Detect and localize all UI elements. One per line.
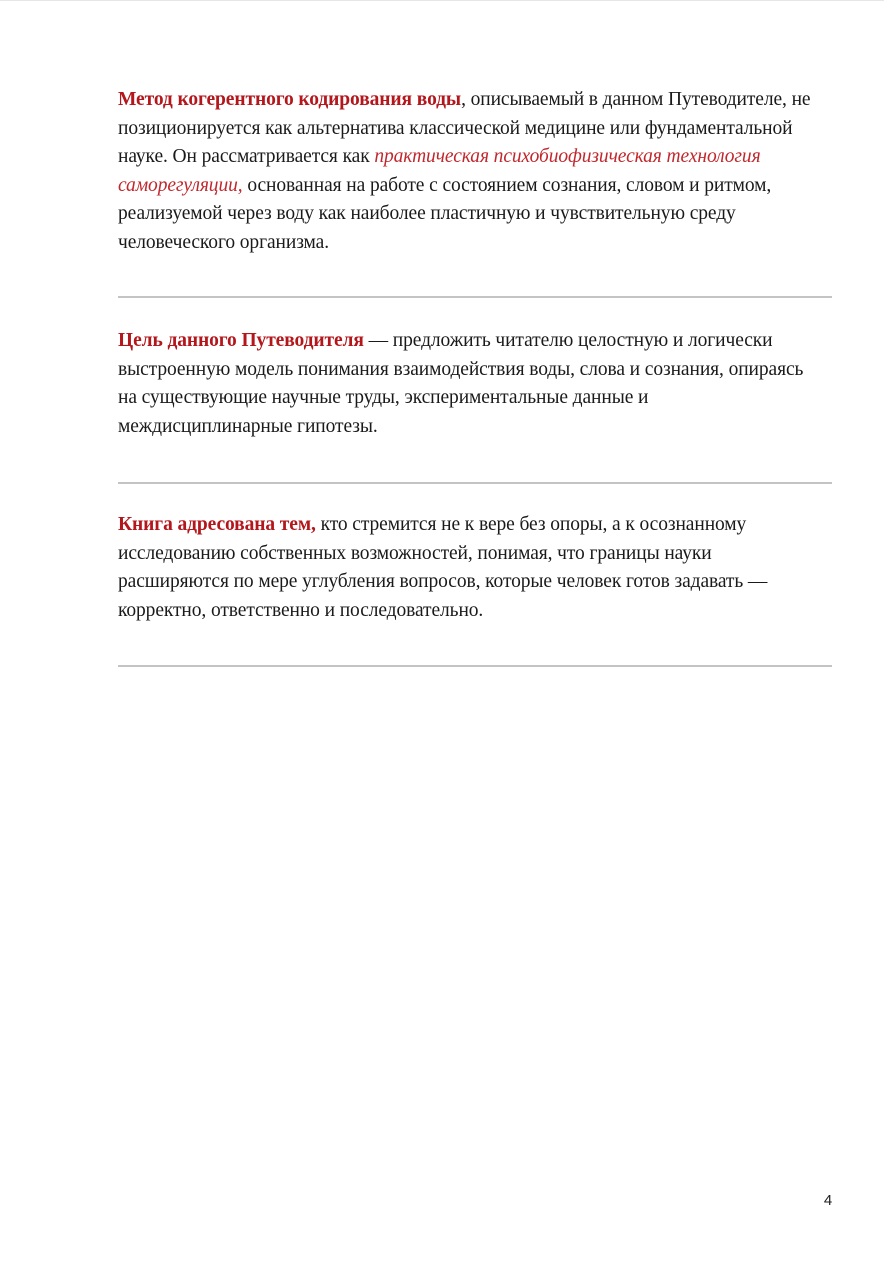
paragraph-audience-lead: Книга адресована тем,: [118, 514, 316, 535]
paragraph-goal-text: — предложить читателю целостную и логически выстроенную модель понимания взаимодействия воды, слова и сознания, опираясь на существующие научные труды, экспериментальные данные и междисциплинарные гипотезы.: [118, 330, 804, 437]
paragraph-method-text-1: , описываемый в данном Путеводителе, не позиционируется как альтернатива классической медицине или фундаментальной науке. Он рассматривается как: [118, 89, 811, 167]
section-divider: [118, 665, 832, 667]
page-top-edge: [0, 0, 884, 1]
section-divider: [118, 296, 832, 298]
paragraph-method: [118, 86, 832, 257]
paragraph-method-lead: Метод когерентного кодирования воды: [118, 89, 462, 110]
paragraph-goal: [118, 327, 808, 441]
section-divider: [118, 482, 832, 484]
page-number: 4: [823, 1192, 833, 1209]
paragraph-audience-text: кто стремится не к вере без опоры, а к осознанному исследованию собственных возможностей, понимая, что границы науки расширяются по мере углубления вопросов, которые человек готов задавать — корректно, ответственно и последовательно.: [118, 514, 768, 621]
paragraph-method-text-2: основанная на работе с состоянием сознания, словом и ритмом, реализуемой через воду как наиболее пластичную и чувствительную среду человеческого организма.: [118, 174, 772, 253]
paragraph-method-emphasis: практическая психобиофизическая технология саморегуляции,: [118, 146, 761, 196]
paragraph-goal-lead: Цель данного Путеводителя: [118, 330, 364, 351]
paragraph-audience: [118, 511, 823, 625]
